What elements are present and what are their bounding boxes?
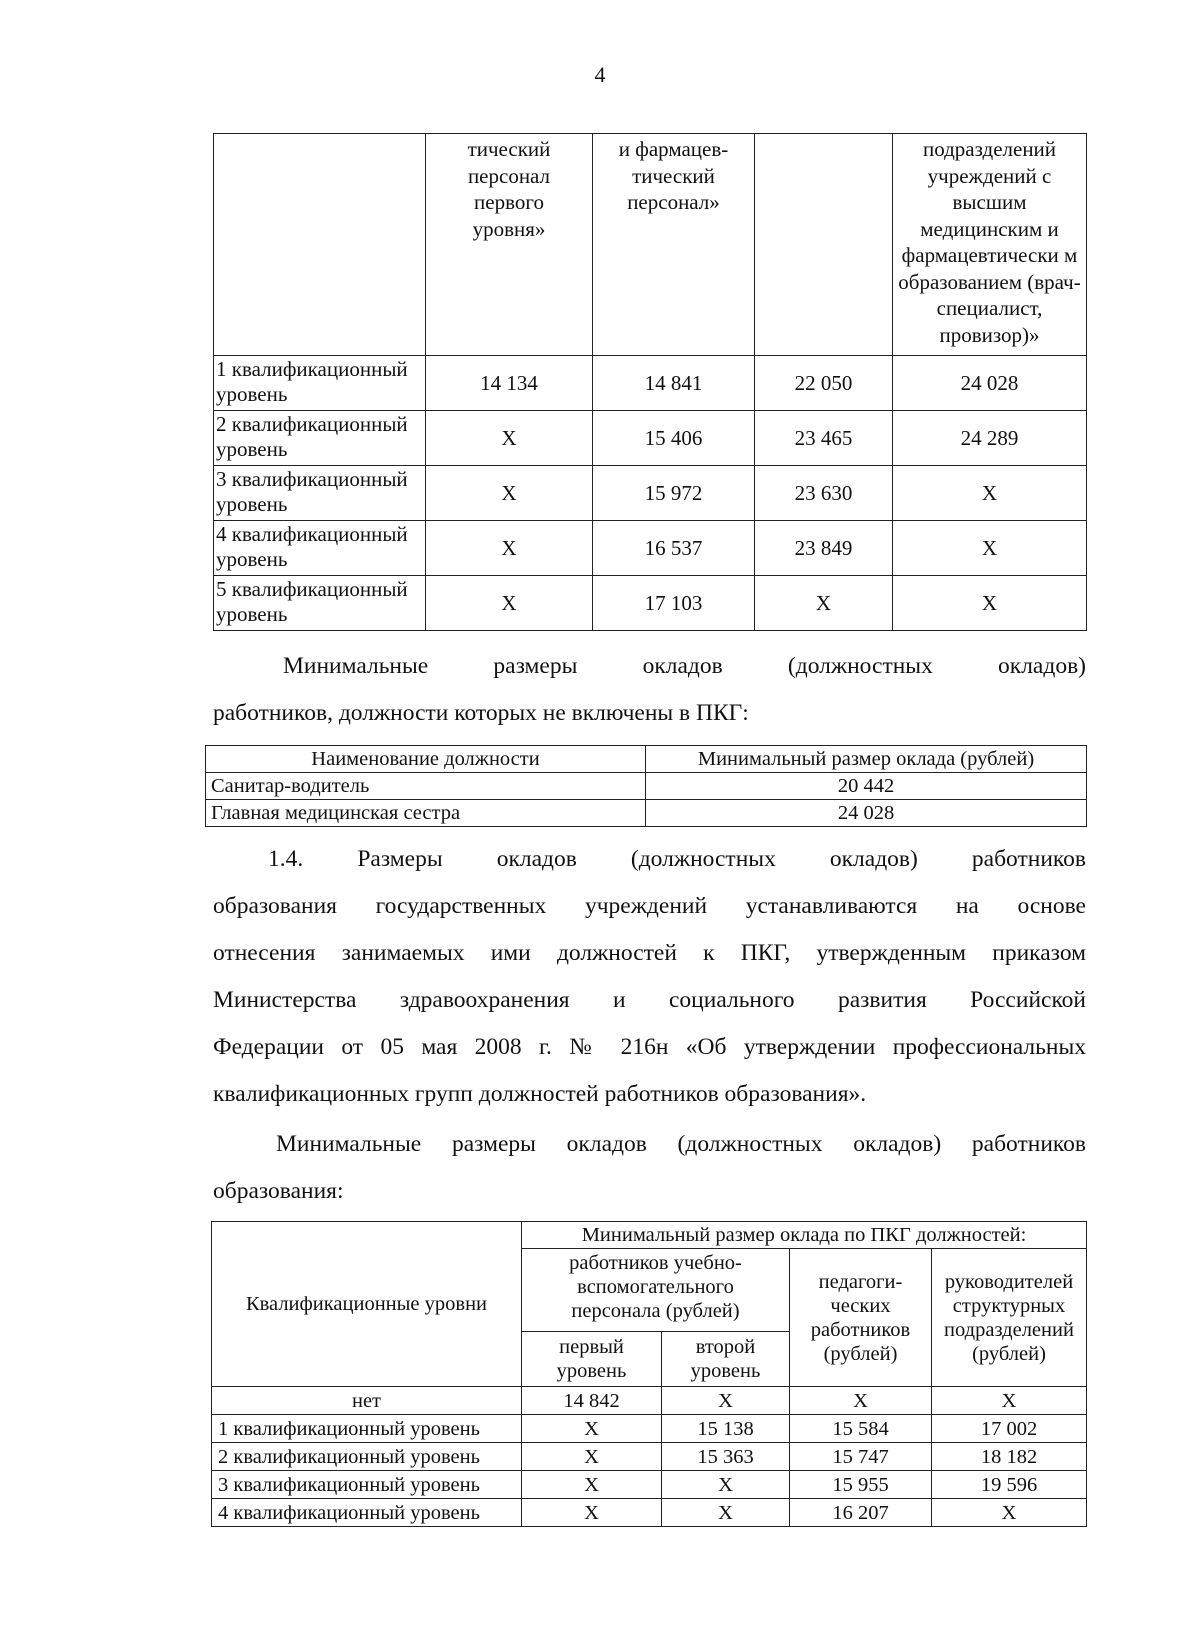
table-cell: 15 363 bbox=[662, 1443, 790, 1471]
table-cell: X bbox=[932, 1499, 1087, 1527]
column-group-header: Минимальный размер оклада по ПКГ должностей: bbox=[522, 1222, 1087, 1249]
education-salary-table bbox=[211, 1221, 1087, 1527]
table-row bbox=[214, 576, 1087, 631]
level-label: 3 квалификационный уровень bbox=[214, 466, 426, 521]
table-cell: X bbox=[522, 1499, 662, 1527]
level-label: 3 квалификационный уровень bbox=[212, 1471, 522, 1499]
level-label: 2 квалификационный уровень bbox=[212, 1443, 522, 1471]
table-cell: X bbox=[662, 1471, 790, 1499]
paragraph-line: работников, должности которых не включены в ПКГ: bbox=[213, 700, 749, 726]
level-label: 1 квалификационный уровень bbox=[212, 1415, 522, 1443]
paragraph-line: Федерации от 05 мая 2008 г. № 216н «Об утверждении профессиональных bbox=[213, 1034, 1086, 1060]
table-cell: 19 596 bbox=[932, 1471, 1087, 1499]
table-cell: X bbox=[522, 1443, 662, 1471]
level-label: 1 квалификационный уровень bbox=[214, 356, 426, 411]
paragraph-line: 1.4. Размеры окладов (должностных окладов) работников bbox=[268, 846, 1086, 872]
table1-header-cell: и фармацев-тический персонал» bbox=[593, 134, 755, 356]
table-row bbox=[212, 1471, 1087, 1499]
table-cell: 15 138 bbox=[662, 1415, 790, 1443]
table-cell: 24 028 bbox=[893, 356, 1087, 411]
paragraph-education-salaries bbox=[213, 836, 1086, 1118]
level-label: нет bbox=[212, 1387, 522, 1415]
level-label: 5 квалификационный уровень bbox=[214, 576, 426, 631]
table-cell: 17 103 bbox=[593, 576, 755, 631]
table1-header-cell: подразделений учреждений с высшим медицинским и фармацевтически м образованием (врач-специалист, провизор)» bbox=[893, 134, 1087, 356]
table-cell: 15 955 bbox=[790, 1471, 932, 1499]
position-name: Главная медицинская сестра bbox=[206, 800, 646, 827]
table-row bbox=[214, 411, 1087, 466]
table-row bbox=[214, 466, 1087, 521]
table-cell: 15 584 bbox=[790, 1415, 932, 1443]
page-number: 4 bbox=[594, 62, 606, 87]
table-cell: 22 050 bbox=[755, 356, 893, 411]
position-name: Санитар-водитель bbox=[206, 773, 646, 800]
salary-value: 20 442 bbox=[646, 773, 1087, 800]
table-cell: 23 849 bbox=[755, 521, 893, 576]
table-cell: 18 182 bbox=[932, 1443, 1087, 1471]
column-header-first-level: первый уровень bbox=[522, 1332, 662, 1387]
paragraph-line: Минимальные размеры окладов (должностных окладов) bbox=[283, 653, 1086, 679]
table-row bbox=[212, 1499, 1087, 1527]
table-row bbox=[212, 1415, 1087, 1443]
table-cell: X bbox=[426, 521, 593, 576]
table-row bbox=[206, 800, 1087, 827]
table-cell: 16 207 bbox=[790, 1499, 932, 1527]
table-cell: X bbox=[662, 1499, 790, 1527]
non-pkg-positions-table bbox=[205, 745, 1087, 827]
table-cell: X bbox=[932, 1387, 1087, 1415]
table-row bbox=[212, 1443, 1087, 1471]
paragraph-line: образования государственных учреждений устанавливаются на основе bbox=[213, 893, 1086, 919]
table-cell: X bbox=[790, 1387, 932, 1415]
salary-value: 24 028 bbox=[646, 800, 1087, 827]
table-cell: 15 972 bbox=[593, 466, 755, 521]
table-cell: 15 406 bbox=[593, 411, 755, 466]
table-cell: X bbox=[893, 521, 1087, 576]
paragraph-line: квалификационных групп должностей работников образования». bbox=[213, 1081, 867, 1107]
table-cell: X bbox=[755, 576, 893, 631]
table-row bbox=[206, 773, 1087, 800]
paragraph-line: Минимальные размеры окладов (должностных окладов) работников bbox=[276, 1131, 1086, 1157]
qualification-salary-table-continued bbox=[213, 133, 1087, 631]
column-header: Минимальный размер оклада (рублей) bbox=[646, 746, 1087, 773]
level-label: 4 квалификационный уровень bbox=[212, 1499, 522, 1527]
table1-header-cell bbox=[755, 134, 893, 356]
column-header-heads: руководителей структурных подразделений (рублей) bbox=[932, 1249, 1087, 1387]
table-cell: 15 747 bbox=[790, 1443, 932, 1471]
table1-header-row bbox=[214, 134, 1087, 356]
table-cell: 17 002 bbox=[932, 1415, 1087, 1443]
paragraph-line: образования: bbox=[213, 1178, 344, 1204]
table-row bbox=[214, 521, 1087, 576]
table-cell: 14 134 bbox=[426, 356, 593, 411]
table-cell: 14 842 bbox=[522, 1387, 662, 1415]
paragraph-education-intro bbox=[213, 1121, 1086, 1215]
paragraph-non-pkg-intro bbox=[213, 643, 1086, 737]
table1-header-cell bbox=[214, 134, 426, 356]
table-cell: X bbox=[522, 1471, 662, 1499]
column-header: Наименование должности bbox=[206, 746, 646, 773]
table-cell: X bbox=[522, 1415, 662, 1443]
table-cell: 23 465 bbox=[755, 411, 893, 466]
column-header-uvp: работников учебно-вспомогательного персонала (рублей) bbox=[522, 1249, 790, 1332]
paragraph-line: Министерства здравоохранения и социального развития Российской bbox=[213, 987, 1086, 1013]
paragraph-line: отнесения занимаемых ими должностей к ПКГ, утвержденным приказом bbox=[213, 940, 1086, 966]
table2-header-row bbox=[206, 746, 1087, 773]
table1-header-cell: тический персонал первого уровня» bbox=[426, 134, 593, 356]
column-header-pedagogical: педагоги-ческих работников (рублей) bbox=[790, 1249, 932, 1387]
table-cell: 24 289 bbox=[893, 411, 1087, 466]
table-cell: X bbox=[893, 466, 1087, 521]
level-label: 4 квалификационный уровень bbox=[214, 521, 426, 576]
level-label: 2 квалификационный уровень bbox=[214, 411, 426, 466]
table-row bbox=[212, 1387, 1087, 1415]
table-cell: 16 537 bbox=[593, 521, 755, 576]
table-row bbox=[214, 356, 1087, 411]
table-cell: 14 841 bbox=[593, 356, 755, 411]
table3-header-row bbox=[212, 1222, 1087, 1249]
column-header-second-level: второй уровень bbox=[662, 1332, 790, 1387]
table-cell: X bbox=[426, 411, 593, 466]
table-cell: X bbox=[893, 576, 1087, 631]
table-cell: 23 630 bbox=[755, 466, 893, 521]
table-cell: X bbox=[426, 576, 593, 631]
column-header-levels: Квалификационные уровни bbox=[212, 1222, 522, 1387]
table-cell: X bbox=[426, 466, 593, 521]
table-cell: X bbox=[662, 1387, 790, 1415]
